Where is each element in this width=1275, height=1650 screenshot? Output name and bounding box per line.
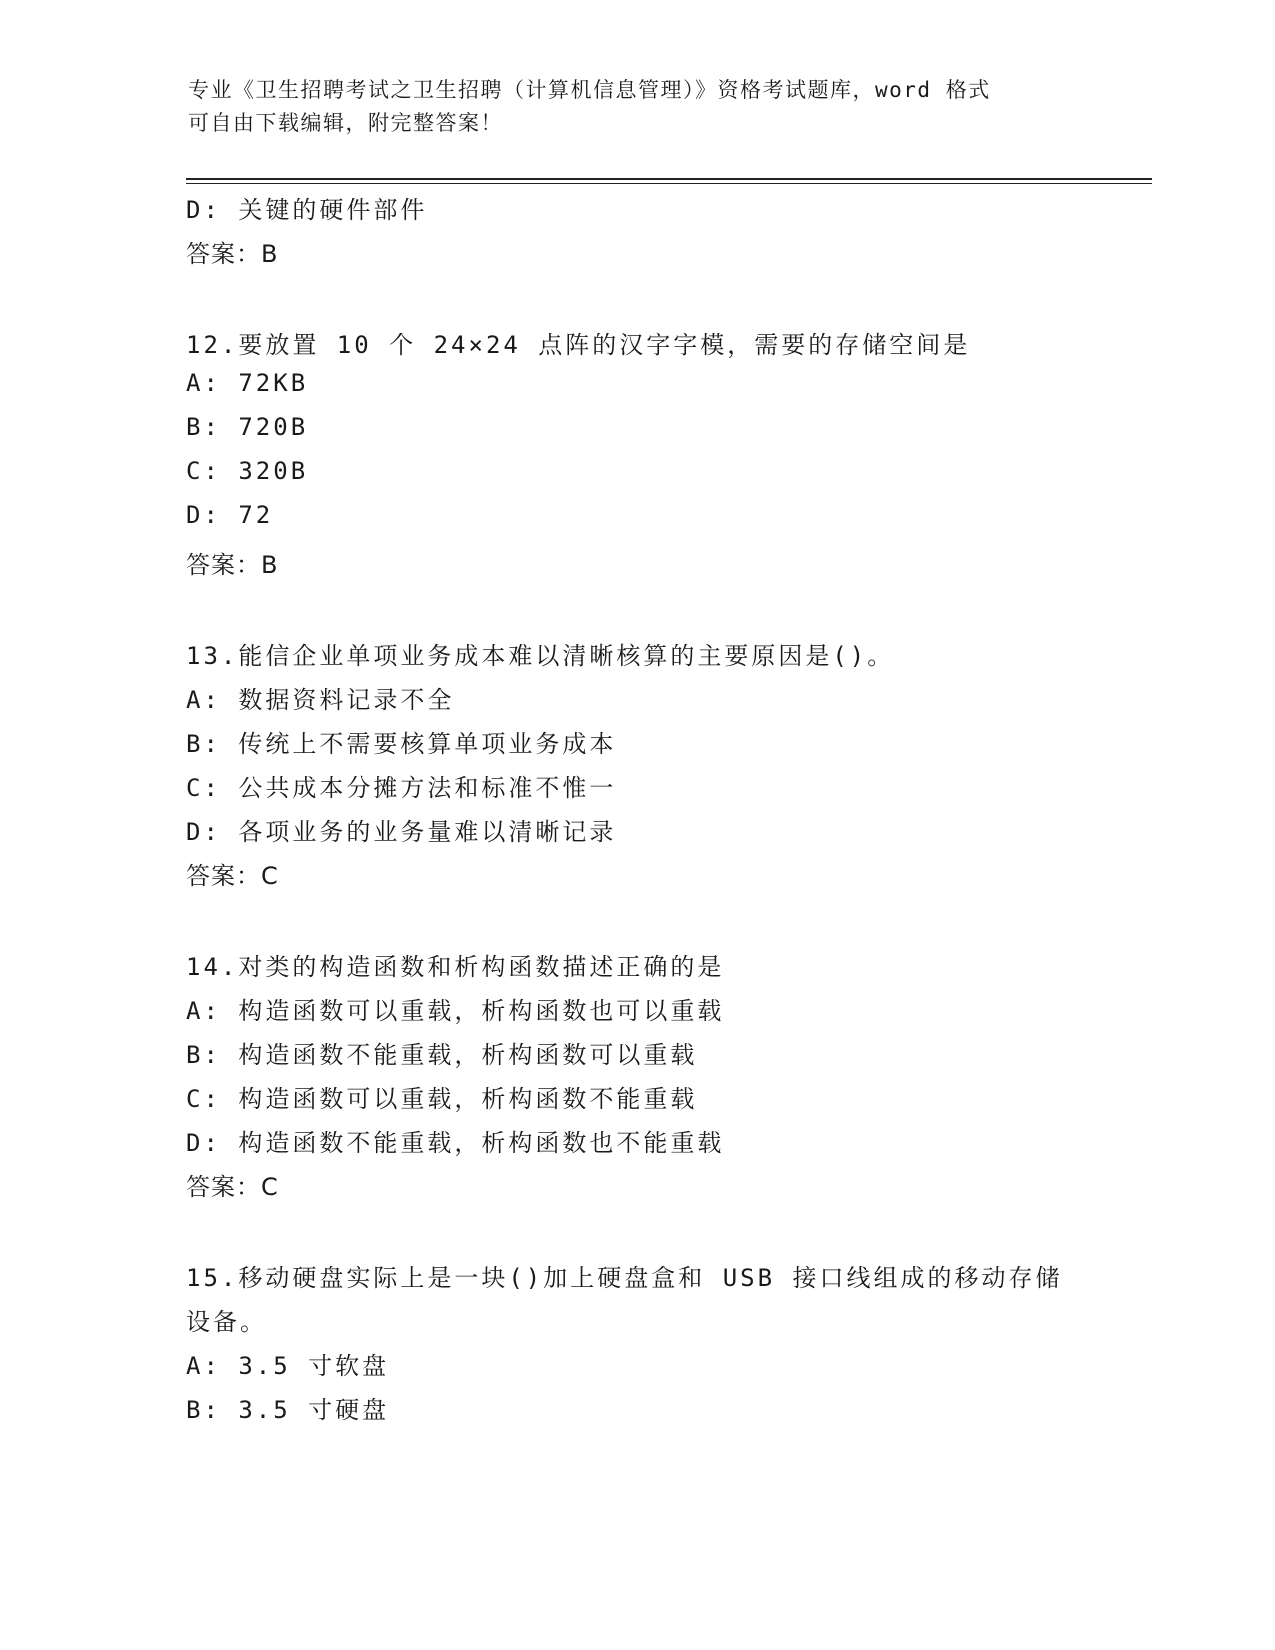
q15-option-a: A: 3.5 寸软盘 bbox=[186, 1352, 390, 1380]
header-line-1: 专业《卫生招聘考试之卫生招聘（计算机信息管理）》资格考试题库，word 格式 bbox=[188, 78, 991, 102]
q12-option-b: B: 720B bbox=[186, 413, 309, 441]
q15-stem-line-1: 15.移动硬盘实际上是一块()加上硬盘盒和 USB 接口线组成的移动存储 bbox=[186, 1264, 1063, 1292]
q15-option-b: B: 3.5 寸硬盘 bbox=[186, 1396, 390, 1424]
q11-option-d: D: 关键的硬件部件 bbox=[186, 196, 428, 224]
q14-option-b: B: 构造函数不能重载，析构函数可以重载 bbox=[186, 1041, 698, 1069]
q13-answer: 答案：C bbox=[186, 862, 279, 890]
q13-option-d: D: 各项业务的业务量难以清晰记录 bbox=[186, 818, 617, 846]
header-divider-thick bbox=[186, 178, 1152, 180]
q11-answer: 答案：B bbox=[186, 240, 279, 268]
q14-option-a: A: 构造函数可以重载，析构函数也可以重载 bbox=[186, 997, 725, 1025]
q12-option-d: D: 72 bbox=[186, 501, 274, 529]
q12-option-a: A: 72KB bbox=[186, 369, 309, 397]
header-line-2: 可自由下载编辑，附完整答案！ bbox=[188, 111, 503, 135]
document-header bbox=[188, 74, 1088, 140]
q13-stem: 13.能信企业单项业务成本难以清晰核算的主要原因是()。 bbox=[186, 642, 895, 670]
q12-option-c: C: 320B bbox=[186, 457, 309, 485]
q13-option-c: C: 公共成本分摊方法和标准不惟一 bbox=[186, 774, 617, 802]
q14-option-d: D: 构造函数不能重载，析构函数也不能重载 bbox=[186, 1129, 725, 1157]
q12-stem: 12.要放置 10 个 24×24 点阵的汉字字模，需要的存储空间是 bbox=[186, 331, 971, 359]
q14-option-c: C: 构造函数可以重载，析构函数不能重载 bbox=[186, 1085, 698, 1113]
q13-option-a: A: 数据资料记录不全 bbox=[186, 686, 455, 714]
q14-answer: 答案：C bbox=[186, 1173, 279, 1201]
q14-stem: 14.对类的构造函数和析构函数描述正确的是 bbox=[186, 953, 725, 981]
q15-stem-line-2: 设备。 bbox=[186, 1308, 267, 1336]
header-divider-thin bbox=[186, 183, 1152, 184]
q13-option-b: B: 传统上不需要核算单项业务成本 bbox=[186, 730, 617, 758]
q12-answer: 答案：B bbox=[186, 551, 279, 579]
